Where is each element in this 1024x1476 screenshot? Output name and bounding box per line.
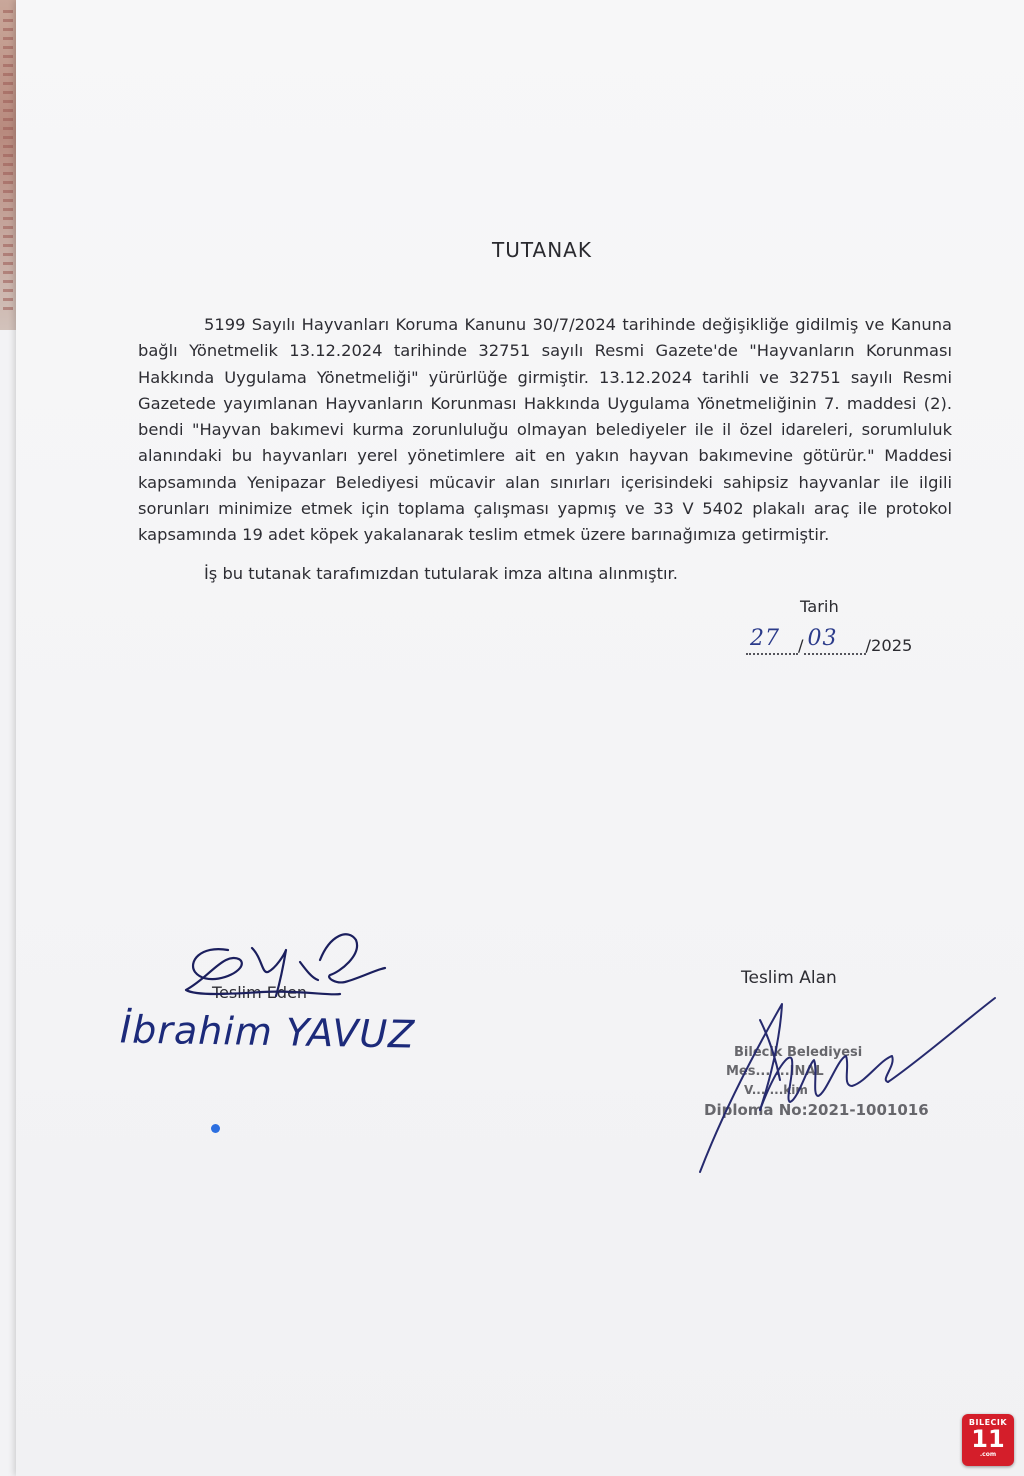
paper-sheet [16, 0, 1024, 1476]
fabric-pattern [3, 10, 13, 310]
stamp-line-3: V... ...kim [744, 1083, 808, 1097]
month-blank [804, 626, 866, 655]
day-blank [746, 626, 798, 655]
paragraph-main: 5199 Sayılı Hayvanları Koruma Kanunu 30/7/2024 tarihinde değişikliğe gidilmiş ve Kanuna bağlı Yönetmelik 13.12.2024 tarihinde 32751 sayılı Resmi Gazete'de "Hayvanların Korunması Hakkında Uygulama Yönetmeliği" yürürlüğe girmiştir. 13.12.2024 tarihli ve 32751 sayılı Resmi Gazetede yayımlanan Hayvanların Korunması Hakkında Uygulama Yönetmeliğinin 7. maddesi (2). bendi "Hayvan bakımevi kurma zorunluluğu olmayan belediyeler ile il özel idareleri, sorumluluk alanındaki bu hayvanları yerel yönetimlere ait en yakın hayvan bakımevine götürür." Maddesi kapsamında Yenipazar Belediyesi mücavir alan sınırları içerisindeki sahipsiz hayvanlar ile ilgili sorunları minimize etmek için toplama çalışması yapmış ve 33 V 5402 plakalı araç ile protokol kapsamında 19 adet köpek yakalanarak teslim etmek üzere barınağımıza getirmiştir. [138, 315, 952, 545]
deliverer-label: Teslim Eden [212, 983, 308, 1002]
deliverer-handwritten-name: İbrahim YAVUZ [119, 1007, 416, 1057]
stamp-line-2: Mes... ...INAL [726, 1064, 824, 1079]
receiver-label: Teslim Alan [741, 968, 837, 988]
paragraph-closing: İş bu tutanak tarafımızdan tutularak imza altına alınmıştır. [204, 564, 678, 583]
document-body [138, 312, 952, 549]
stamp-line-4: Diploma No:2021-1001016 [704, 1101, 929, 1119]
day-handwritten: 27 [750, 626, 780, 651]
stamp-line-1: Bilecik Belediyesi [734, 1045, 863, 1060]
logo-number: 11 [971, 1425, 1005, 1453]
official-stamp [700, 1045, 929, 1119]
site-watermark-logo [962, 1414, 1014, 1466]
logo-brand-text: BILECIK [968, 1418, 1008, 1427]
year-printed: /2025 [865, 636, 913, 655]
document-title: TUTANAK [492, 238, 592, 262]
date-field: 27 / 03 /2025 [746, 635, 912, 655]
date-label: Tarih [800, 597, 839, 616]
month-handwritten: 03 [807, 626, 838, 651]
ink-dot [211, 1124, 220, 1133]
logo-domain: .com [979, 1451, 997, 1458]
